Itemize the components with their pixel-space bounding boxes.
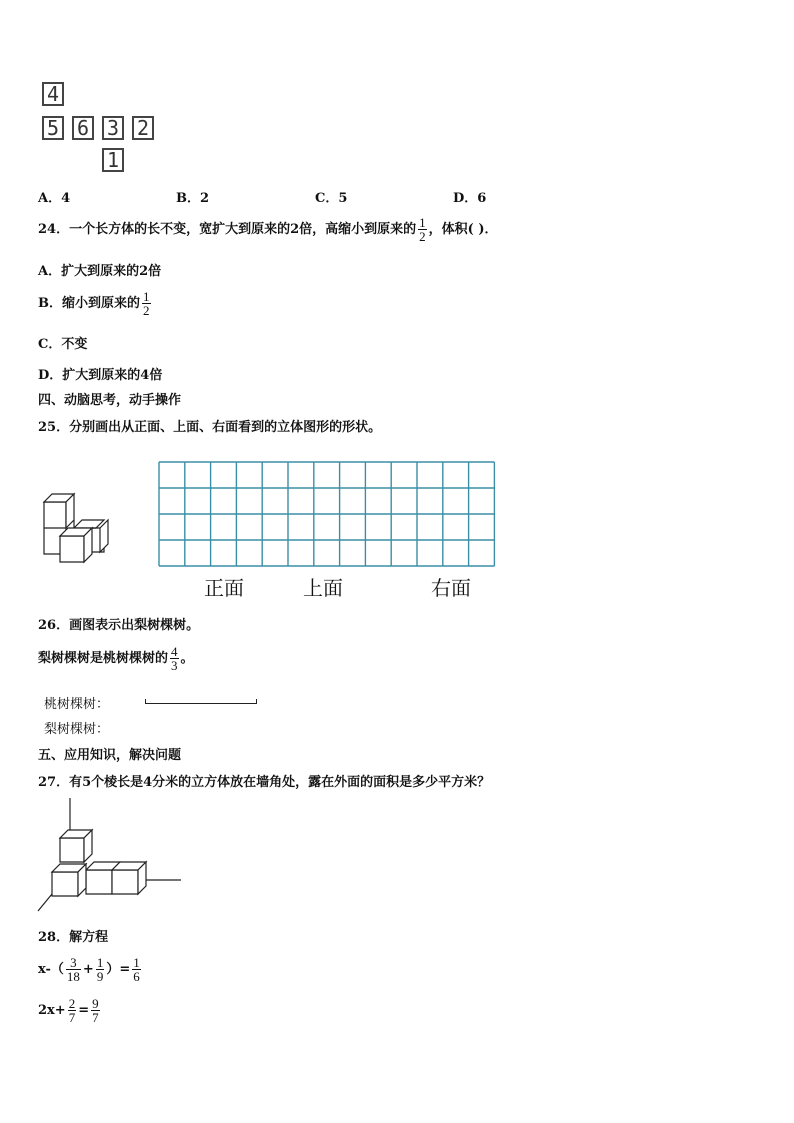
fraction-denominator: 7 <box>92 1010 99 1025</box>
q27-stem: 27．有5个棱长是4分米的立方体放在墙角处，露在外面的面积是多少平方米？ <box>38 775 491 790</box>
grid-label-right: 右面 <box>431 576 471 600</box>
fraction <box>418 216 427 243</box>
fraction-numerator: 1 <box>143 289 150 304</box>
section-4-heading: 四、动脑思考，动手操作 <box>38 393 182 408</box>
eq1-part: x-（ <box>38 962 64 977</box>
q23-option-c[interactable]: C．5 <box>315 191 348 206</box>
fraction-numerator: 9 <box>92 996 99 1011</box>
q23-option-b[interactable]: B．2 <box>176 191 210 206</box>
eq2-equals: = <box>78 1003 90 1018</box>
fraction-numerator: 3 <box>70 955 77 970</box>
q24-option-b-text: B．缩小到原来的 <box>38 296 140 311</box>
q26-stem: 26．画图表示出梨树棵树。 <box>38 618 200 633</box>
fraction <box>96 956 105 983</box>
net-face: 3 <box>102 116 124 140</box>
net-face-top: 4 <box>42 82 64 106</box>
q26-condition <box>38 645 194 672</box>
net-face: 6 <box>72 116 94 140</box>
section-5-heading: 五、应用知识，解决问题 <box>38 748 182 763</box>
equation-1 <box>38 956 143 983</box>
q23-option-a[interactable]: A．4 <box>38 191 71 206</box>
eq2-part: 2x+ <box>38 1003 66 1018</box>
q28-stem: 28．解方程 <box>38 930 109 945</box>
grid-label-top: 上面 <box>303 576 343 600</box>
net-face: 2 <box>132 116 154 140</box>
stacked-cubes-figure <box>40 490 110 570</box>
fraction-denominator: 2 <box>419 229 426 244</box>
q24-option-c[interactable]: C．不变 <box>38 337 88 352</box>
eq1-plus: + <box>82 962 94 977</box>
drawing-grid[interactable] <box>157 460 497 570</box>
fraction <box>170 645 179 672</box>
fraction-denominator: 18 <box>66 969 80 984</box>
fraction <box>66 956 81 983</box>
fraction-numerator: 1 <box>96 955 104 970</box>
q24-option-a[interactable]: A．扩大到原来的2倍 <box>38 264 162 279</box>
fraction-numerator: 1 <box>133 955 140 970</box>
fraction-denominator: 2 <box>143 303 150 318</box>
net-face-bottom: 1 <box>102 148 124 172</box>
fraction-denominator: 9 <box>96 969 104 984</box>
q23-option-d[interactable]: D．6 <box>453 191 487 206</box>
fraction-numerator: 2 <box>68 996 76 1011</box>
equation-2 <box>38 997 102 1024</box>
pear-label: 梨树棵树： <box>44 722 110 737</box>
corner-cubes-figure <box>36 798 186 916</box>
fraction <box>68 997 77 1024</box>
q24-stem-text: 24．一个长方体的长不变，宽扩大到原来的2倍，高缩小到原来的 <box>38 222 417 237</box>
fraction-denominator: 6 <box>133 969 140 984</box>
fraction-numerator: 4 <box>171 644 178 659</box>
fraction <box>142 290 151 317</box>
q24-stem-tail: ，体积( )． <box>428 222 498 237</box>
eq1-equals: ）= <box>106 962 131 977</box>
fraction-denominator: 7 <box>68 1010 76 1025</box>
fraction-numerator: 1 <box>419 215 426 230</box>
fraction <box>132 956 141 983</box>
cube-net-figure <box>40 82 164 178</box>
grid-label-front: 正面 <box>204 576 244 600</box>
q25-stem: 25．分别画出从正面、上面、右面看到的立体图形的形状。 <box>38 420 382 435</box>
fraction <box>91 997 100 1024</box>
net-face: 5 <box>42 116 64 140</box>
peach-label: 桃树棵树： <box>44 697 110 712</box>
q24-option-b[interactable] <box>38 290 153 317</box>
q26-condition-text: 梨树棵树是桃树棵树的 <box>38 651 169 666</box>
q26-condition-tail: 。 <box>180 651 194 666</box>
q24-option-d[interactable]: D．扩大到原来的4倍 <box>38 368 163 383</box>
fraction-denominator: 3 <box>171 658 178 673</box>
q24-stem <box>38 216 497 243</box>
peach-bar <box>145 703 257 704</box>
